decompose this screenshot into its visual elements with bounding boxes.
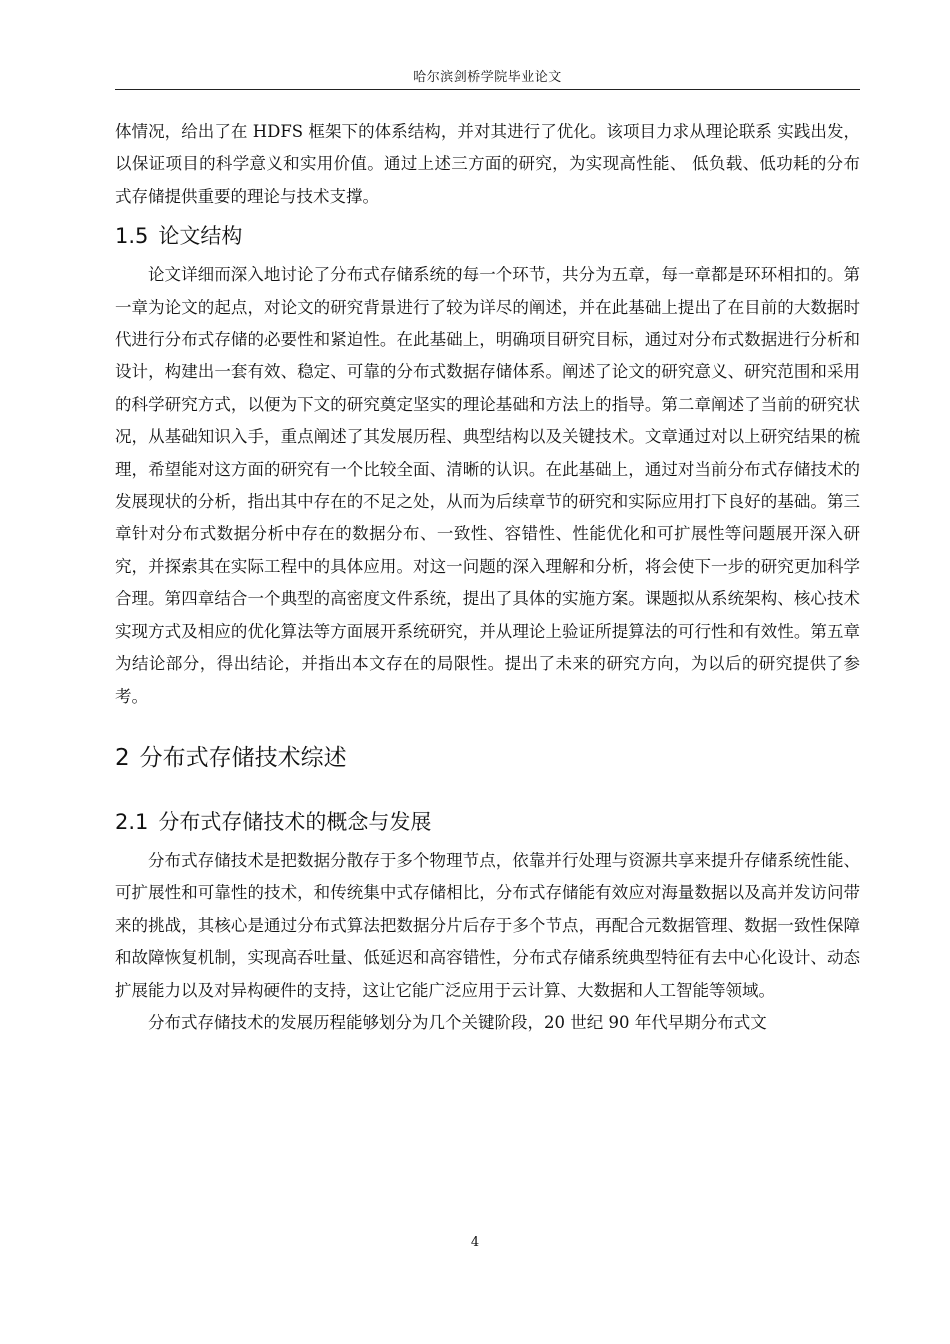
section-title: 论文结构 <box>158 224 243 249</box>
section-number: 2.1 <box>115 809 149 834</box>
intro-paragraph: 体情况，给出了在 HDFS 框架下的体系结构，并对其进行了优化。该项目力求从理论联系 实践出发，以保证项目的科学意义和实用价值。通过上述三方面的研究，为实现高性能、 低负载、低功耗的分布式存储提供重要的理论与技术支撑。 <box>115 122 860 206</box>
section-heading-1-5 <box>115 217 860 255</box>
page-body <box>115 116 860 1039</box>
section-number: 1.5 <box>115 224 149 249</box>
chapter-number: 2 <box>115 744 130 771</box>
section-2-1-paragraph-1: 分布式存储技术是把数据分散存于多个物理节点，依靠并行处理与资源共享来提升存储系统性能、可扩展性和可靠性的技术，和传统集中式存储相比，分布式存储能有效应对海量数据以及高并发访问带来的挑战，其核心是通过分布式算法把数据分片后存于多个节点，再配合元数据管理、数据一致性保障和故障恢复机制，实现高吞吐量、低延迟和高容错性，分布式存储系统典型特征有去中心化设计、动态扩展能力以及对异构硬件的支持，这让它能广泛应用于云计算、大数据和人工智能等领域。 <box>115 850 860 1000</box>
section-2-1-paragraph-2: 分布式存储技术的发展历程能够划分为几个关键阶段，20 世纪 90 年代早期分布式文 <box>148 1012 767 1032</box>
page-header: 哈尔滨剑桥学院毕业论文 <box>413 70 562 85</box>
page-number: 4 <box>470 1235 480 1250</box>
section-1-5-paragraph: 论文详细而深入地讨论了分布式存储系统的每一个环节，共分为五章，每一章都是环环相扣的。第一章为论文的起点，对论文的研究背景进行了较为详尽的阐述，并在此基础上提出了在目前的大数据时代进行分布式存储的必要性和紧迫性。在此基础上，明确项目研究目标，通过对分布式数据进行分析和设计，构建出一套有效、稳定、可靠的分布式数据存储体系。阐述了论文的研究意义、研究范围和采用的科学研究方式，以便为下文的研究奠定坚实的理论基础和方法上的指导。第二章阐述了当前的研究状况，从基础知识入手，重点阐述了其发展历程、典型结构以及关键技术。文章通过对以上研究结果的梳理，希望能对这方面的研究有一个比较全面、清晰的认识。在此基础上，通过对当前分布式存储技术的发展现状的分析，指出其中存在的不足之处，从而为后续章节的研究和实际应用打下良好的基础。第三章针对分布式数据分析中存在的数据分布、一致性、容错性、性能优化和可扩展性等问题展开深入研究，并探索其在实际工程中的具体应用。对这一问题的深入理解和分析，将会使下一步的研究更加科学合理。第四章结合一个典型的高密度文件系统，提出了具体的实施方案。课题拟从系统架构、核心技术实现方式及相应的优化算法等方面展开系统研究，并从理论上验证所提算法的可行性和有效性。第五章为结论部分，得出结论，并指出本文存在的局限性。提出了未来的研究方向，为以后的研究提供了参考。 <box>115 265 860 706</box>
chapter-title: 分布式存储技术综述 <box>139 744 347 771</box>
chapter-heading-2 <box>115 737 860 779</box>
header-divider <box>115 89 860 90</box>
section-title: 分布式存储技术的概念与发展 <box>158 809 432 834</box>
section-heading-2-1 <box>115 803 860 841</box>
